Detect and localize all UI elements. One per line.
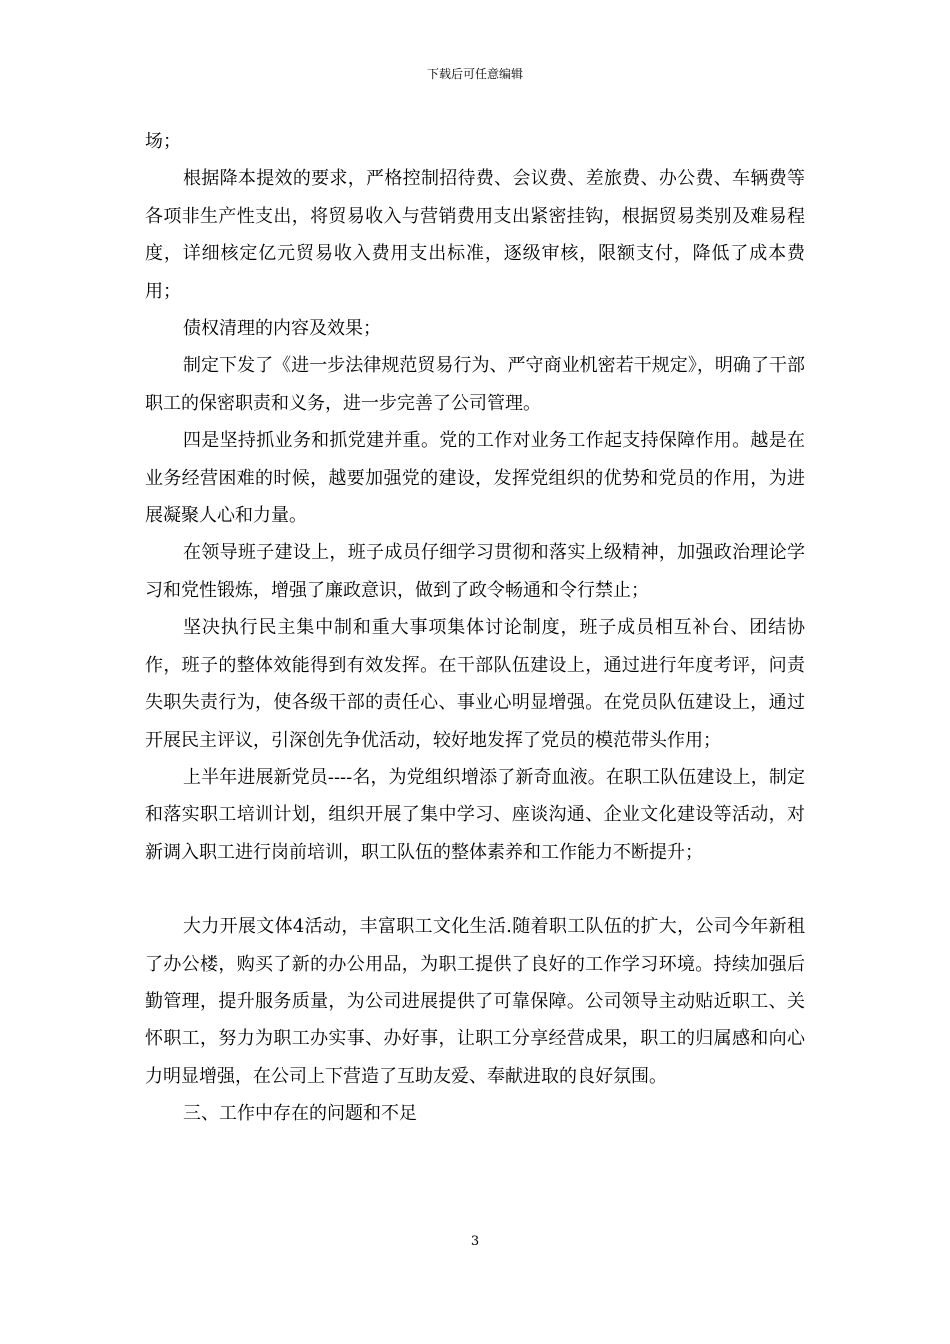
paragraph-party-building: 四是坚持抓业务和抓党建并重。党的工作对业务工作起支持保障作用。越是在业务经营困难的时候，越要加强党的建设，发挥党组织的优势和党员的作用，为进展凝聚人心和力量。 [145,430,805,527]
section-heading-problems: 三、工作中存在的问题和不足 [183,1103,417,1125]
paragraph-new-members: 上半年进展新党员----名，为党组织增添了新奇血液。在职工队伍建设上，制定和落实职工培训计划，组织开展了集中学习、座谈沟通、企业文化建设等活动，对新调入职工进行岗前培训，职工队伍的整体素养和工作能力不断提升； [145,766,805,863]
paragraph-cost-control: 根据降本提效的要求，严格控制招待费、会议费、差旅费、办公费、车辆费等各项非生产性支出，将贸易收入与营销费用支出紧密挂钩，根据贸易类别及难易程度，详细核定亿元贸易收入费用支出标准，逐级审核，限额支付，降低了成本费用； [145,168,805,302]
paragraph-leadership: 在领导班子建设上，班子成员仔细学习贯彻和落实上级精神，加强政治理论学习和党性锻炼，增强了廉政意识，做到了政令畅通和令行禁止； [145,542,805,601]
document-body [145,123,805,1133]
paragraph-debt-clearing: 债权清理的内容及效果； [183,318,381,340]
page-number: 3 [470,1234,480,1249]
paragraph-continuation: 场； [145,131,181,152]
paragraph-gap [145,871,805,908]
paragraph-regulations: 制定下发了《进一步法律规范贸易行为、严守商业机密若干规定》，明确了干部职工的保密职责和义务，进一步完善了公司管理。 [145,355,805,414]
paragraph-democratic-centralism: 坚决执行民主集中制和重大事项集体讨论制度，班子成员相互补台、团结协作，班子的整体效能得到有效发挥。在干部队伍建设上，通过进行年度考评，问责失职失责行为，使各级干部的责任心、事业心明显增强。在党员队伍建设上，通过开展民主评议，引深创先争优活动，较好地发挥了党员的模范带头作用； [145,617,805,751]
page-header: 下载后可任意编辑 [426,67,523,81]
paragraph-cultural-activities: 大力开展文体4活动，丰富职工文化生活.随着职工队伍的扩大，公司今年新租了办公楼，购买了新的办公用品，为职工提供了良好的工作学习环境。持续加强后勤管理，提升服务质量，为公司进展提供了可靠保障。公司领导主动贴近职工、关怀职工，努力为职工办实事、办好事，让职工分享经营成果，职工的归属感和向心力明显增强，在公司上下营造了互助友爱、奉献进取的良好氛围。 [145,916,805,1087]
